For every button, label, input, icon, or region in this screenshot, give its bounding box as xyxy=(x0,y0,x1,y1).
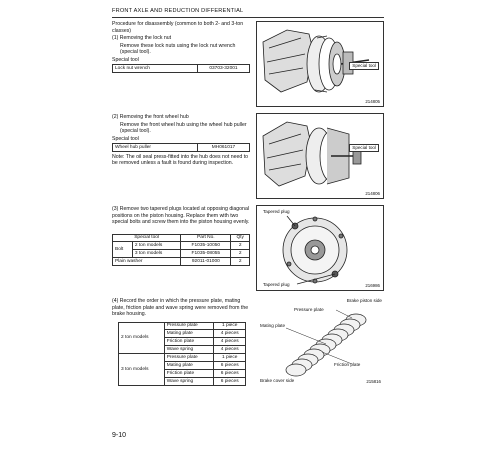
plate-qty: 4 pieces xyxy=(214,346,246,354)
row-qty: 2 xyxy=(231,242,250,250)
tool-name: Lock nut wrench xyxy=(113,65,198,73)
plate-qty: 1 piece xyxy=(214,322,246,330)
row-qty: 2 xyxy=(231,250,250,258)
step2-body: Remove the front wheel hub using the wheel hub puller (special tool). xyxy=(120,121,247,134)
step2-title: (2) Removing the front wheel hub xyxy=(112,114,189,120)
plate-qty: 1 piece xyxy=(214,354,246,362)
plate-part: Friction plate xyxy=(164,370,214,378)
step2-note: Note: The oil seal press-fitted into the hub does not need to be removed unless a fault is found during inspection. xyxy=(112,153,249,167)
plate-qty: 6 pieces xyxy=(214,370,246,378)
plate-part: Friction plate xyxy=(164,338,214,346)
plate-qty: 6 pieces xyxy=(214,378,246,386)
page-header: FRONT AXLE AND REDUCTION DIFFERENTIAL xyxy=(112,8,384,18)
tool-part: MH061017 xyxy=(197,144,249,152)
step2-tool-table xyxy=(112,143,250,152)
table-row xyxy=(113,65,250,73)
step3-section xyxy=(112,206,250,266)
plate-part: Mating plate xyxy=(164,330,214,338)
step3-title: (3) Remove two tapered plugs located at opposing diagonal positions on the piston housing. Replace them with two special bolts and screw them into the piston housing evenly. xyxy=(112,206,250,225)
group-model: 2 ton models xyxy=(119,322,165,354)
plate-part: Pressure plate xyxy=(164,322,214,330)
step4-fig-no: 215816 xyxy=(366,378,381,384)
table-row xyxy=(113,234,250,242)
brake-cover-side-label: Brake cover side xyxy=(260,378,295,384)
figure-tapered-plug xyxy=(256,205,384,291)
step2-section xyxy=(112,114,250,168)
step3-tool-table xyxy=(112,234,250,267)
row-name: Plain washer xyxy=(113,258,181,266)
tool-name: Wheel hub puller xyxy=(113,144,198,152)
figure-brake-plates xyxy=(256,298,384,384)
step4-title: (4) Record the order in which the pressure plate, mating plate, friction plate and wave spring were removed from the brake housing. xyxy=(112,298,249,317)
plate-qty: 4 pieces xyxy=(214,338,246,346)
plate-part: Mating plate xyxy=(164,362,214,370)
step1-fig-no: 214805 xyxy=(365,98,380,104)
step1-title: (1) Removing the lock nut xyxy=(112,35,172,41)
col-header: Special tool xyxy=(113,234,181,242)
step3-callout-top: Tapered plug xyxy=(263,209,290,214)
row-model: 2 ton models xyxy=(132,242,180,250)
step1-special-tool-label: Special tool xyxy=(112,56,139,63)
step4-plate-table xyxy=(118,322,246,387)
row-part: F1035-10050 xyxy=(181,242,231,250)
table-row xyxy=(119,354,246,362)
intro-text: Procedure for disassembly (common to both 2- and 3-ton classes) xyxy=(112,21,244,34)
figure-lock-nut xyxy=(256,21,384,107)
row-qty: 2 xyxy=(231,258,250,266)
table-row xyxy=(113,144,250,152)
table-row xyxy=(113,250,250,258)
plate-qty: 6 pieces xyxy=(214,362,246,370)
wheel-hub-illustration xyxy=(257,114,385,200)
step1-callout: Special tool xyxy=(349,62,379,70)
col-header: Part No. xyxy=(181,234,231,242)
step2-fig-no: 214806 xyxy=(365,190,380,196)
row-name: Bolt xyxy=(113,242,133,258)
step3-fig-no: 216986 xyxy=(365,282,380,288)
plate-part: Wave spring xyxy=(164,378,214,386)
plate-part: Pressure plate xyxy=(164,354,214,362)
table-row xyxy=(113,258,250,266)
plate-qty: 4 pieces xyxy=(214,330,246,338)
page-number: 9-10 xyxy=(112,432,127,439)
step1-tool-table xyxy=(112,64,250,73)
step2-special-tool-label: Special tool xyxy=(112,135,139,142)
piston-housing-illustration xyxy=(257,206,385,292)
brake-piston-side-label: Brake piston side xyxy=(346,298,382,303)
col-header: Qty xyxy=(231,234,250,242)
pressure-plate-label: Pressure plate xyxy=(294,307,324,312)
table-row xyxy=(119,322,246,330)
step3-callout-bottom: Tapered plug xyxy=(263,282,290,288)
table-row xyxy=(113,242,250,250)
mating-plate-label: Mating plate xyxy=(260,323,286,328)
step1-body: Remove these lock nuts using the lock nut wrench (special tool). xyxy=(120,42,236,55)
group-model: 3 ton models xyxy=(119,354,165,386)
step4-section xyxy=(112,298,250,386)
row-part: F1035-08055 xyxy=(181,250,231,258)
figure-wheel-hub xyxy=(256,113,384,199)
step2-callout: Special tool xyxy=(349,144,379,152)
row-model: 3 ton models xyxy=(132,250,180,258)
friction-plate-label: Friction plate xyxy=(334,362,361,367)
step1-section xyxy=(112,21,250,73)
row-part: 92011-01000 xyxy=(181,258,231,266)
plate-part: Wave spring xyxy=(164,346,214,354)
tool-part: 03703-32001 xyxy=(197,65,249,73)
